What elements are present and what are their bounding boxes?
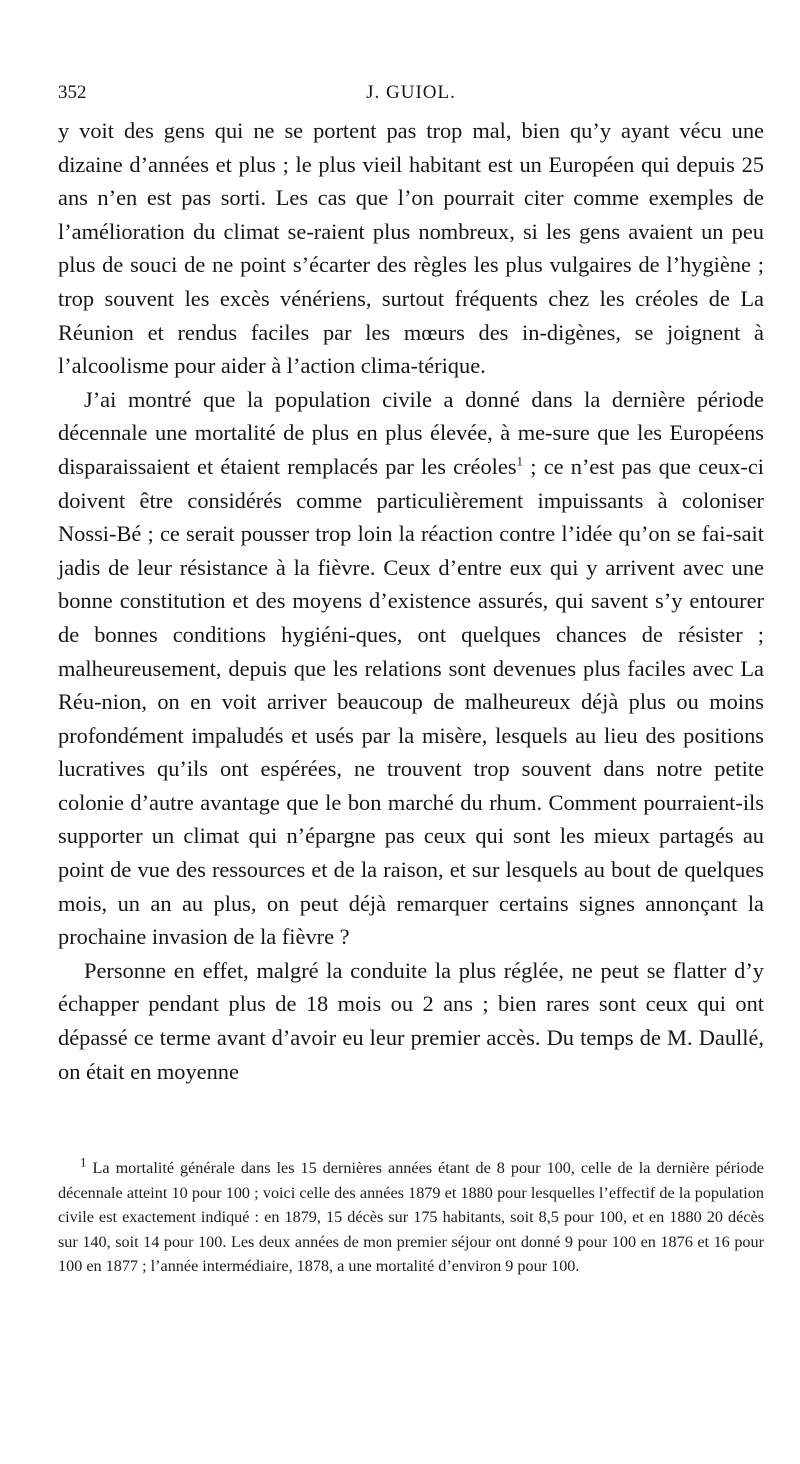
paragraph-3: Personne en effet, malgré la conduite la plus réglée, ne peut se flatter d’y échapper pendant plus de 18 mois ou 2 ans ; bien rares sont ceux qui ont dépassé ce terme avant d’avoir eu leur premier accès. Du temps de M. Daullé, on était en moyenne bbox=[58, 957, 764, 1084]
paragraph-2-text-start: J’ai montré que la population civile a donné dans la dernière période décennale une mortalité de plus en plus élevée, à me-sure que les Européens disparaissaient et étaient remplacés par les créoles bbox=[58, 386, 764, 479]
paragraph-2 bbox=[58, 383, 764, 954]
footnote-marker: 1 bbox=[80, 1154, 87, 1170]
page-number: 352 bbox=[58, 82, 87, 103]
page-content bbox=[58, 78, 764, 1088]
page-header bbox=[58, 78, 764, 108]
running-head: J. GUIOL. bbox=[366, 82, 456, 103]
body-text bbox=[58, 114, 764, 1088]
paragraph-2-text-end: ; ce n’est pas que ceux-ci doivent être considérés comme particulièrement impuissants à coloniser Nossi-Bé ; ce serait pousser trop loin la réaction contre l’idée qu’on se fai-sait jadis de leur résistance à la fièvre. Ceux d’entre eux qui y arrivent avec une bonne constitution et des moyens d’existence assurés, qui savent s’y entourer de bonnes conditions hygiéni-ques, ont quelques chances de résister ; malheureusement, depuis que les relations sont devenues plus faciles avec La Réu-nion, on en voit arriver beaucoup de malheureux déjà plus ou moins profondément impaludés et usés par la misère, lesquels au lieu des positions lucratives qu’ils ont espérées, ne trouvent trop souvent dans notre petite colonie d’autre avantage que le bon marché du rhum. Comment pourraient-ils supporter un climat qui n’épargne pas ceux qui sont les mieux partagés au point de vue des ressources et de la raison, et sur lesquels au bout de quelques mois, un an au plus, on peut déjà remarquer certains signes annonçant la prochaine invasion de la fièvre ? bbox=[58, 453, 764, 950]
footnote bbox=[58, 1156, 764, 1279]
footnote-paragraph bbox=[58, 1156, 764, 1279]
paragraph-1: y voit des gens qui ne se portent pas trop mal, bien qu’y ayant vécu une dizaine d’années et plus ; le plus vieil habitant est un Européen qui depuis 25 ans n’en est pas sorti. Les cas que l’on pourrait citer comme exemples de l’amélioration du climat se-raient plus nombreux, si les gens avaient un peu plus de souci de ne point s’écarter des règles les plus vulgaires de l’hygiène ; trop souvent les excès vénériens, surtout fréquents chez les créoles de La Réunion et rendus faciles par les mœurs des in-digènes, se joignent à l’alcoolisme pour aider à l’action clima-térique. bbox=[58, 118, 764, 379]
footnote-text: La mortalité générale dans les 15 dernières années étant de 8 pour 100, celle de la dernière période décennale atteint 10 pour 100 ; voici celle des années 1879 et 1880 pour lesquelles l’effectif de la population civile est exactement indiqué : en 1879, 15 décès sur 175 habitants, soit 8,5 pour 100, et en 1880 20 décès sur 140, soit 14 pour 100. Les deux années de mon premier séjour ont donné 9 pour 100 en 1876 et 16 pour 100 en 1877 ; l’année intermédiaire, 1878, a une mortalité d’environ 9 pour 100. bbox=[58, 1159, 764, 1275]
footnote-reference: 1 bbox=[516, 453, 524, 469]
